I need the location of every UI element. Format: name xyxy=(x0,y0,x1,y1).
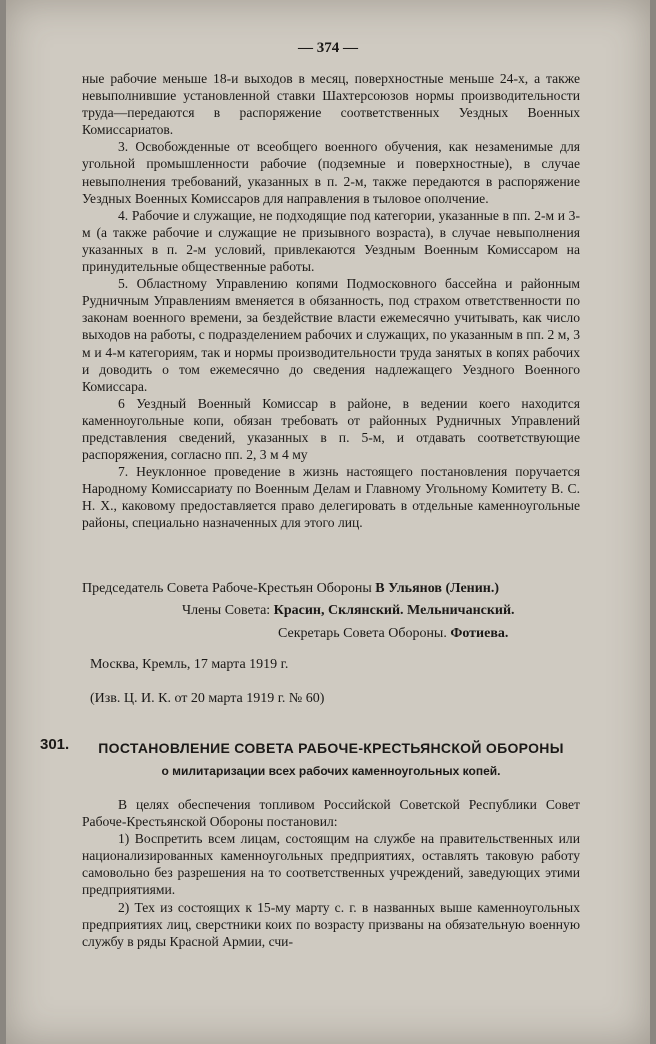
document-heading: ПОСТАНОВЛЕНИЕ СОВЕТА РАБОЧЕ-КРЕСТЬЯНСКОЙ ОБОРОНЫ xyxy=(98,740,564,756)
secretary-name: Фотиева. xyxy=(450,626,509,641)
paragraph-5: 5. Областному Управлению копями Подмосковного бассейна и районным Рудничным Управлениям вменяется в обязанность, под страхом ответственности по законам военного времени, за бездействие власти ежемесячно учитывать, как число выходов на работы, с подразделением рабочих и служащих, по указанным в пп. 2 м, 3 м и 4-м категориям, так и нормы производительности труда занятых в копях рабочих и доводить о том ежемесячно до сведения надлежащего Уездного Военного Комиссара. xyxy=(82,276,580,394)
signature-block xyxy=(82,580,580,708)
clause-1: 1) Воспретить всем лицам, состоящим на службе на правительственных или национализированных каменноугольных предприятиях, оставлять таковую работу самовольно без разрешения на то соответственных учреждений, заведующих этими предприятиями. xyxy=(82,831,580,898)
place-date: Москва, Кремль, 17 марта 1919 г. xyxy=(90,657,289,672)
decree-continuation xyxy=(82,70,580,532)
chair-line xyxy=(82,580,580,598)
secretary-label: Секретарь Совета Обороны. xyxy=(278,626,447,641)
members-label: Члены Совета: xyxy=(182,603,271,618)
chair-label: Председатель Совета Рабоче-Крестьян Обороны xyxy=(82,581,372,596)
book-page xyxy=(6,0,650,1044)
clause-2: 2) Тех из состоящих к 15-му марту с. г. в названных выше каменноугольных предприятиях лиц, сверстники коих по возрасту призваны на обязательную военную службу в ряды Красной Армии, счи- xyxy=(82,899,580,949)
source-citation: (Изв. Ц. И. К. от 20 марта 1919 г. № 60) xyxy=(90,691,325,706)
paragraph-continuation: ные рабочие меньше 18-и выходов в месяц, поверхностные меньше 24-х, а также невыполнившие установленной ставки Шахтерсоюзов нормы производительности труда—передаются в распоряжение соответственных Уездных Военных Комиссариатов. xyxy=(82,71,580,138)
paragraph-3: 3. Освобожденные от всеобщего военного обучения, как незаменимые для угольной промышленности рабочие (подземные и поверхностные), в случае невыполнения требований, указанных в п. 2-м, также передаются в распоряжение Уездных Военных Комиссаров для направления в тыловое ополчение. xyxy=(82,139,580,206)
page-number: — 374 — xyxy=(298,40,358,56)
members-names: Красин, Склянский. Мельничанский. xyxy=(273,603,515,618)
document-number: 301. xyxy=(40,736,70,753)
paragraph-7: 7. Неуклонное проведение в жизнь настоящего постановления поручается Народному Комиссариату по Военным Делам и Главному Угольному Комитету В. С. Н. Х., каковому предоставляется право делегировать в отдельные каменноугольные районы, специально назначенных для этого лиц. xyxy=(82,464,580,531)
paragraph-6: 6 Уездный Военный Комиссар в районе, в ведении коего находится каменноугольные копи, обязан требовать от районных Рудничных Управлений представления сведений, указанных в п. 5-м, и отдавать соответствующие распоряжения, согласно пп. 2, 3 м 4 му xyxy=(82,395,580,463)
decree-body xyxy=(82,796,580,950)
paragraph-4: 4. Рабочие и служащие, не подходящие под категории, указанные в пп. 2-м и 3-м (а также рабочие и служащие не призывного возраста), в случае невыполнения указанных в п. 2-м условий, привлекаются Уездным Военным Комиссаром на принудительные общественные работы. xyxy=(82,207,580,275)
document-subheading: о милитаризации всех рабочих каменноугольных копей. xyxy=(161,764,501,778)
members-line xyxy=(82,602,580,620)
chair-name: В Ульянов (Ленин.) xyxy=(375,581,500,596)
secretary-line xyxy=(82,625,580,643)
preamble: В целях обеспечения топливом Российской Советской Республики Совет Рабоче-Крестьянской Обороны постановил: xyxy=(82,797,580,830)
